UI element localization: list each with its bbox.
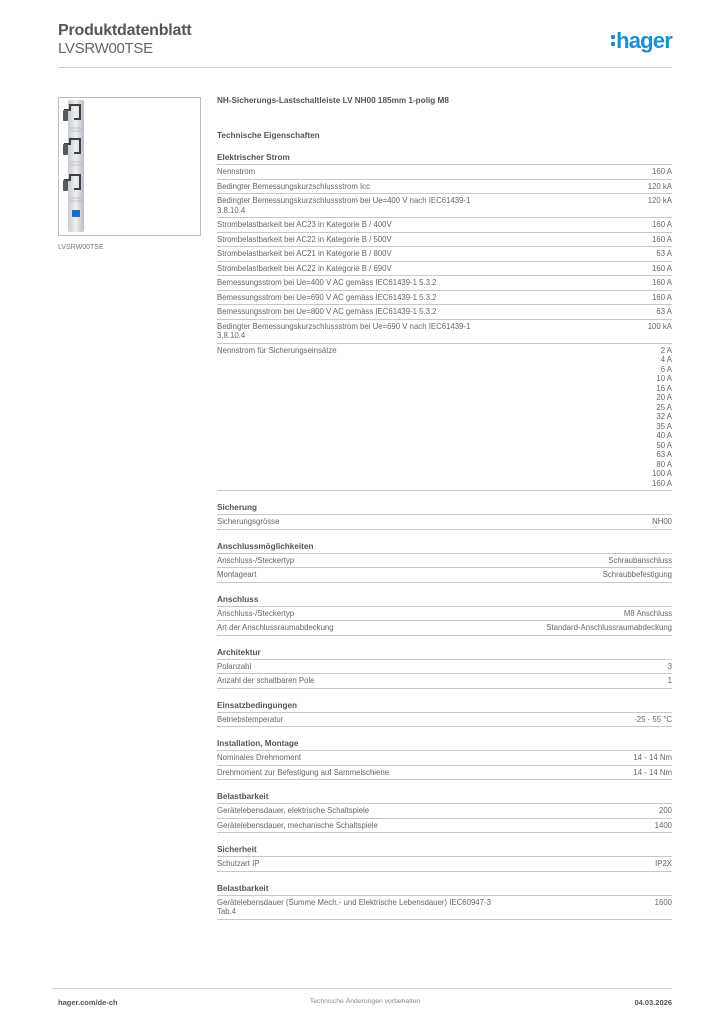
spec-row	[217, 291, 672, 306]
fuse-rating: 32 A	[656, 412, 672, 421]
spec-value: NH00	[652, 517, 672, 526]
spec-row	[217, 621, 672, 636]
fuse-rating: 16 A	[656, 383, 672, 393]
page-header	[58, 20, 672, 70]
spec-label: Drehmoment zur Befestigung auf Sammelschiene	[217, 767, 390, 777]
section-belastbarkeit	[217, 792, 672, 833]
footer-date: 04.03.2026	[634, 998, 672, 1007]
product-image	[58, 97, 201, 236]
fuse-rating: 100 A	[652, 469, 672, 478]
spec-row	[217, 766, 672, 781]
spec-row-fuse-ratings	[217, 344, 672, 492]
spec-value: IP2X	[655, 859, 672, 868]
spec-value: 120 kA	[647, 196, 672, 205]
spec-value: 160 A	[652, 167, 672, 176]
spec-row	[217, 247, 672, 262]
spec-value: 1	[667, 676, 672, 685]
footer-divider	[52, 988, 672, 989]
section-anschlussmoeglichkeiten	[217, 542, 672, 583]
spec-row	[217, 180, 672, 195]
spec-value: 1600	[654, 897, 672, 907]
fuse-rating: 10 A	[656, 374, 672, 383]
fuse-rating: 2 A	[660, 345, 672, 355]
spec-value: 160 A	[652, 263, 672, 273]
spec-label: Montageart	[217, 570, 257, 579]
spec-label: Sicherungsgrösse	[217, 517, 280, 526]
spec-value: 160 A	[652, 220, 672, 229]
section-title: Sicherheit	[217, 845, 672, 857]
spec-value: Standard-Anschlussraumabdeckung	[546, 623, 672, 632]
section-title: Anschlussmöglichkeiten	[217, 542, 672, 554]
section-installation-montage	[217, 739, 672, 780]
spec-value: -25 - 55 °C	[634, 714, 672, 724]
spec-label: Anzahl der schaltbaren Pole	[217, 676, 315, 685]
spec-value: 160 A	[652, 278, 672, 287]
spec-label: Bedingter Bemessungskurzschlussstrom Icc	[217, 181, 370, 191]
spec-label: Anschluss-/Steckertyp	[217, 555, 295, 565]
fuse-rating: 20 A	[656, 393, 672, 402]
product-code: LVSRW00TSE	[58, 40, 153, 57]
spec-row	[217, 194, 672, 218]
spec-value: 200	[658, 806, 672, 815]
section-anschluss	[217, 595, 672, 636]
section-title: Belastbarkeit	[217, 792, 672, 804]
fuse-rating: 160 A	[652, 478, 672, 488]
spec-label: Nennstrom für Sicherungseinsätze	[217, 345, 337, 355]
spec-label: Anschluss-/Steckertyp	[217, 608, 295, 618]
spec-value: 63 A	[656, 249, 672, 258]
section-sicherung	[217, 503, 672, 530]
spec-row	[217, 554, 672, 569]
spec-label: Strombelastbarkeit bei AC22 in Kategorie B / 500V	[217, 234, 392, 244]
spec-content	[217, 96, 672, 920]
spec-row	[217, 568, 672, 583]
spec-value: 160 A	[652, 292, 672, 302]
section-elektrischer-strom	[217, 153, 672, 491]
section-title: Anschluss	[217, 595, 672, 607]
spec-label: Gerätelebensdauer, elektrische Schaltspiele	[217, 806, 370, 815]
spec-value: 160 A	[652, 234, 672, 244]
logo-colon-icon	[611, 32, 616, 49]
document-title: Produktdatenblatt	[58, 22, 192, 39]
spec-label: Bemessungsstrom bei Ue=400 V AC gemäss IEC61439-1 5.3.2	[217, 278, 437, 287]
spec-label: Strombelastbarkeit bei AC21 in Kategorie B / 800V	[217, 249, 392, 258]
spec-row	[217, 896, 672, 920]
spec-row	[217, 857, 672, 872]
fuse-rating: 50 A	[656, 440, 672, 450]
footer-disclaimer: Technische Änderungen vorbehalten	[309, 998, 421, 1005]
spec-label: Betriebstemperatur	[217, 714, 284, 724]
spec-value: 1400	[654, 820, 672, 830]
spec-value: 14 - 14 Nm	[633, 767, 672, 777]
spec-label: Bedingter Bemessungskurzschlussstrom bei Ue=400 V nach IEC61439-1 3.8.10.4	[217, 196, 471, 215]
spec-label: Gerätelebensdauer, mechanische Schaltspiele	[217, 820, 378, 830]
hager-logo	[611, 28, 672, 54]
spec-label: Bemessungsstrom bei Ue=800 V AC gemäss IEC61439-1 5.3.2	[217, 307, 437, 316]
spec-row	[217, 713, 672, 728]
fuse-rating: 63 A	[656, 450, 672, 459]
product-name: NH-Sicherungs-Lastschaltleiste LV NH00 185mm 1-polig M8	[217, 96, 449, 105]
spec-row	[217, 751, 672, 766]
spec-row	[217, 262, 672, 277]
spec-value-list	[652, 346, 672, 489]
fuse-rating: 6 A	[660, 364, 672, 374]
spec-row	[217, 233, 672, 248]
spec-value: Schraubanschluss	[608, 555, 672, 565]
spec-value: M8 Anschluss	[623, 608, 672, 618]
section-title: Belastbarkeit	[217, 884, 672, 896]
spec-row	[217, 660, 672, 675]
spec-row	[217, 804, 672, 819]
spec-value: Schraubbefestigung	[602, 570, 672, 579]
section-title: Sicherung	[217, 503, 672, 515]
spec-row	[217, 320, 672, 344]
spec-value: 100 kA	[647, 321, 672, 331]
section-einsatzbedingungen	[217, 701, 672, 728]
spec-value: 14 - 14 Nm	[633, 753, 672, 762]
section-title: Elektrischer Strom	[217, 153, 672, 165]
tech-properties-heading: Technische Eigenschaften	[217, 131, 320, 140]
spec-row	[217, 218, 672, 233]
fuse-rating: 35 A	[656, 421, 672, 431]
fuse-rating: 80 A	[656, 459, 672, 469]
spec-label: Nominales Drehmoment	[217, 753, 302, 762]
spec-label: Art der Anschlussraumabdeckung	[217, 623, 334, 632]
spec-label: Nennstrom	[217, 167, 256, 176]
spec-label: Gerätelebensdauer (Summe Mech.- und Elektrische Lebensdauer) IEC60947-3 Tab.4	[217, 897, 491, 916]
section-title: Installation, Montage	[217, 739, 672, 751]
logo-text: hager	[616, 28, 672, 53]
section-title: Architektur	[217, 648, 672, 660]
spec-value: 120 kA	[647, 181, 672, 191]
product-image-caption: LVSRW00TSE	[58, 244, 104, 251]
spec-label: Schutzart IP	[217, 859, 260, 868]
section-title: Einsatzbedingungen	[217, 701, 672, 713]
fuse-rating: 25 A	[656, 402, 672, 412]
fuse-rating: 40 A	[656, 431, 672, 440]
spec-label: Strombelastbarkeit bei AC22 in Kategorie B / 690V	[217, 263, 392, 273]
section-belastbarkeit-lebensdauer	[217, 884, 672, 920]
spec-label: Bemessungsstrom bei Ue=690 V AC gemäss IEC61439-1 5.3.2	[217, 292, 437, 302]
spec-row	[217, 515, 672, 530]
footer-website-link[interactable]: hager.com/de-ch	[58, 998, 118, 1007]
spec-row	[217, 305, 672, 320]
section-architektur	[217, 648, 672, 689]
spec-row	[217, 819, 672, 834]
spec-value: 63 A	[656, 307, 672, 316]
spec-label: Polanzahl	[217, 661, 252, 671]
spec-row	[217, 674, 672, 689]
spec-row	[217, 276, 672, 291]
section-sicherheit	[217, 845, 672, 872]
fuse-switch-strip-icon	[59, 98, 201, 236]
fuse-rating: 4 A	[660, 355, 672, 364]
spec-label: Bedingter Bemessungskurzschlussstrom bei Ue=690 V nach IEC61439-1 3.8.10.4	[217, 321, 471, 340]
spec-row	[217, 165, 672, 180]
header-divider	[58, 67, 672, 68]
spec-label: Strombelastbarkeit bei AC23 in Kategorie B / 400V	[217, 220, 392, 229]
spec-row	[217, 607, 672, 622]
spec-value: 3	[667, 661, 672, 671]
